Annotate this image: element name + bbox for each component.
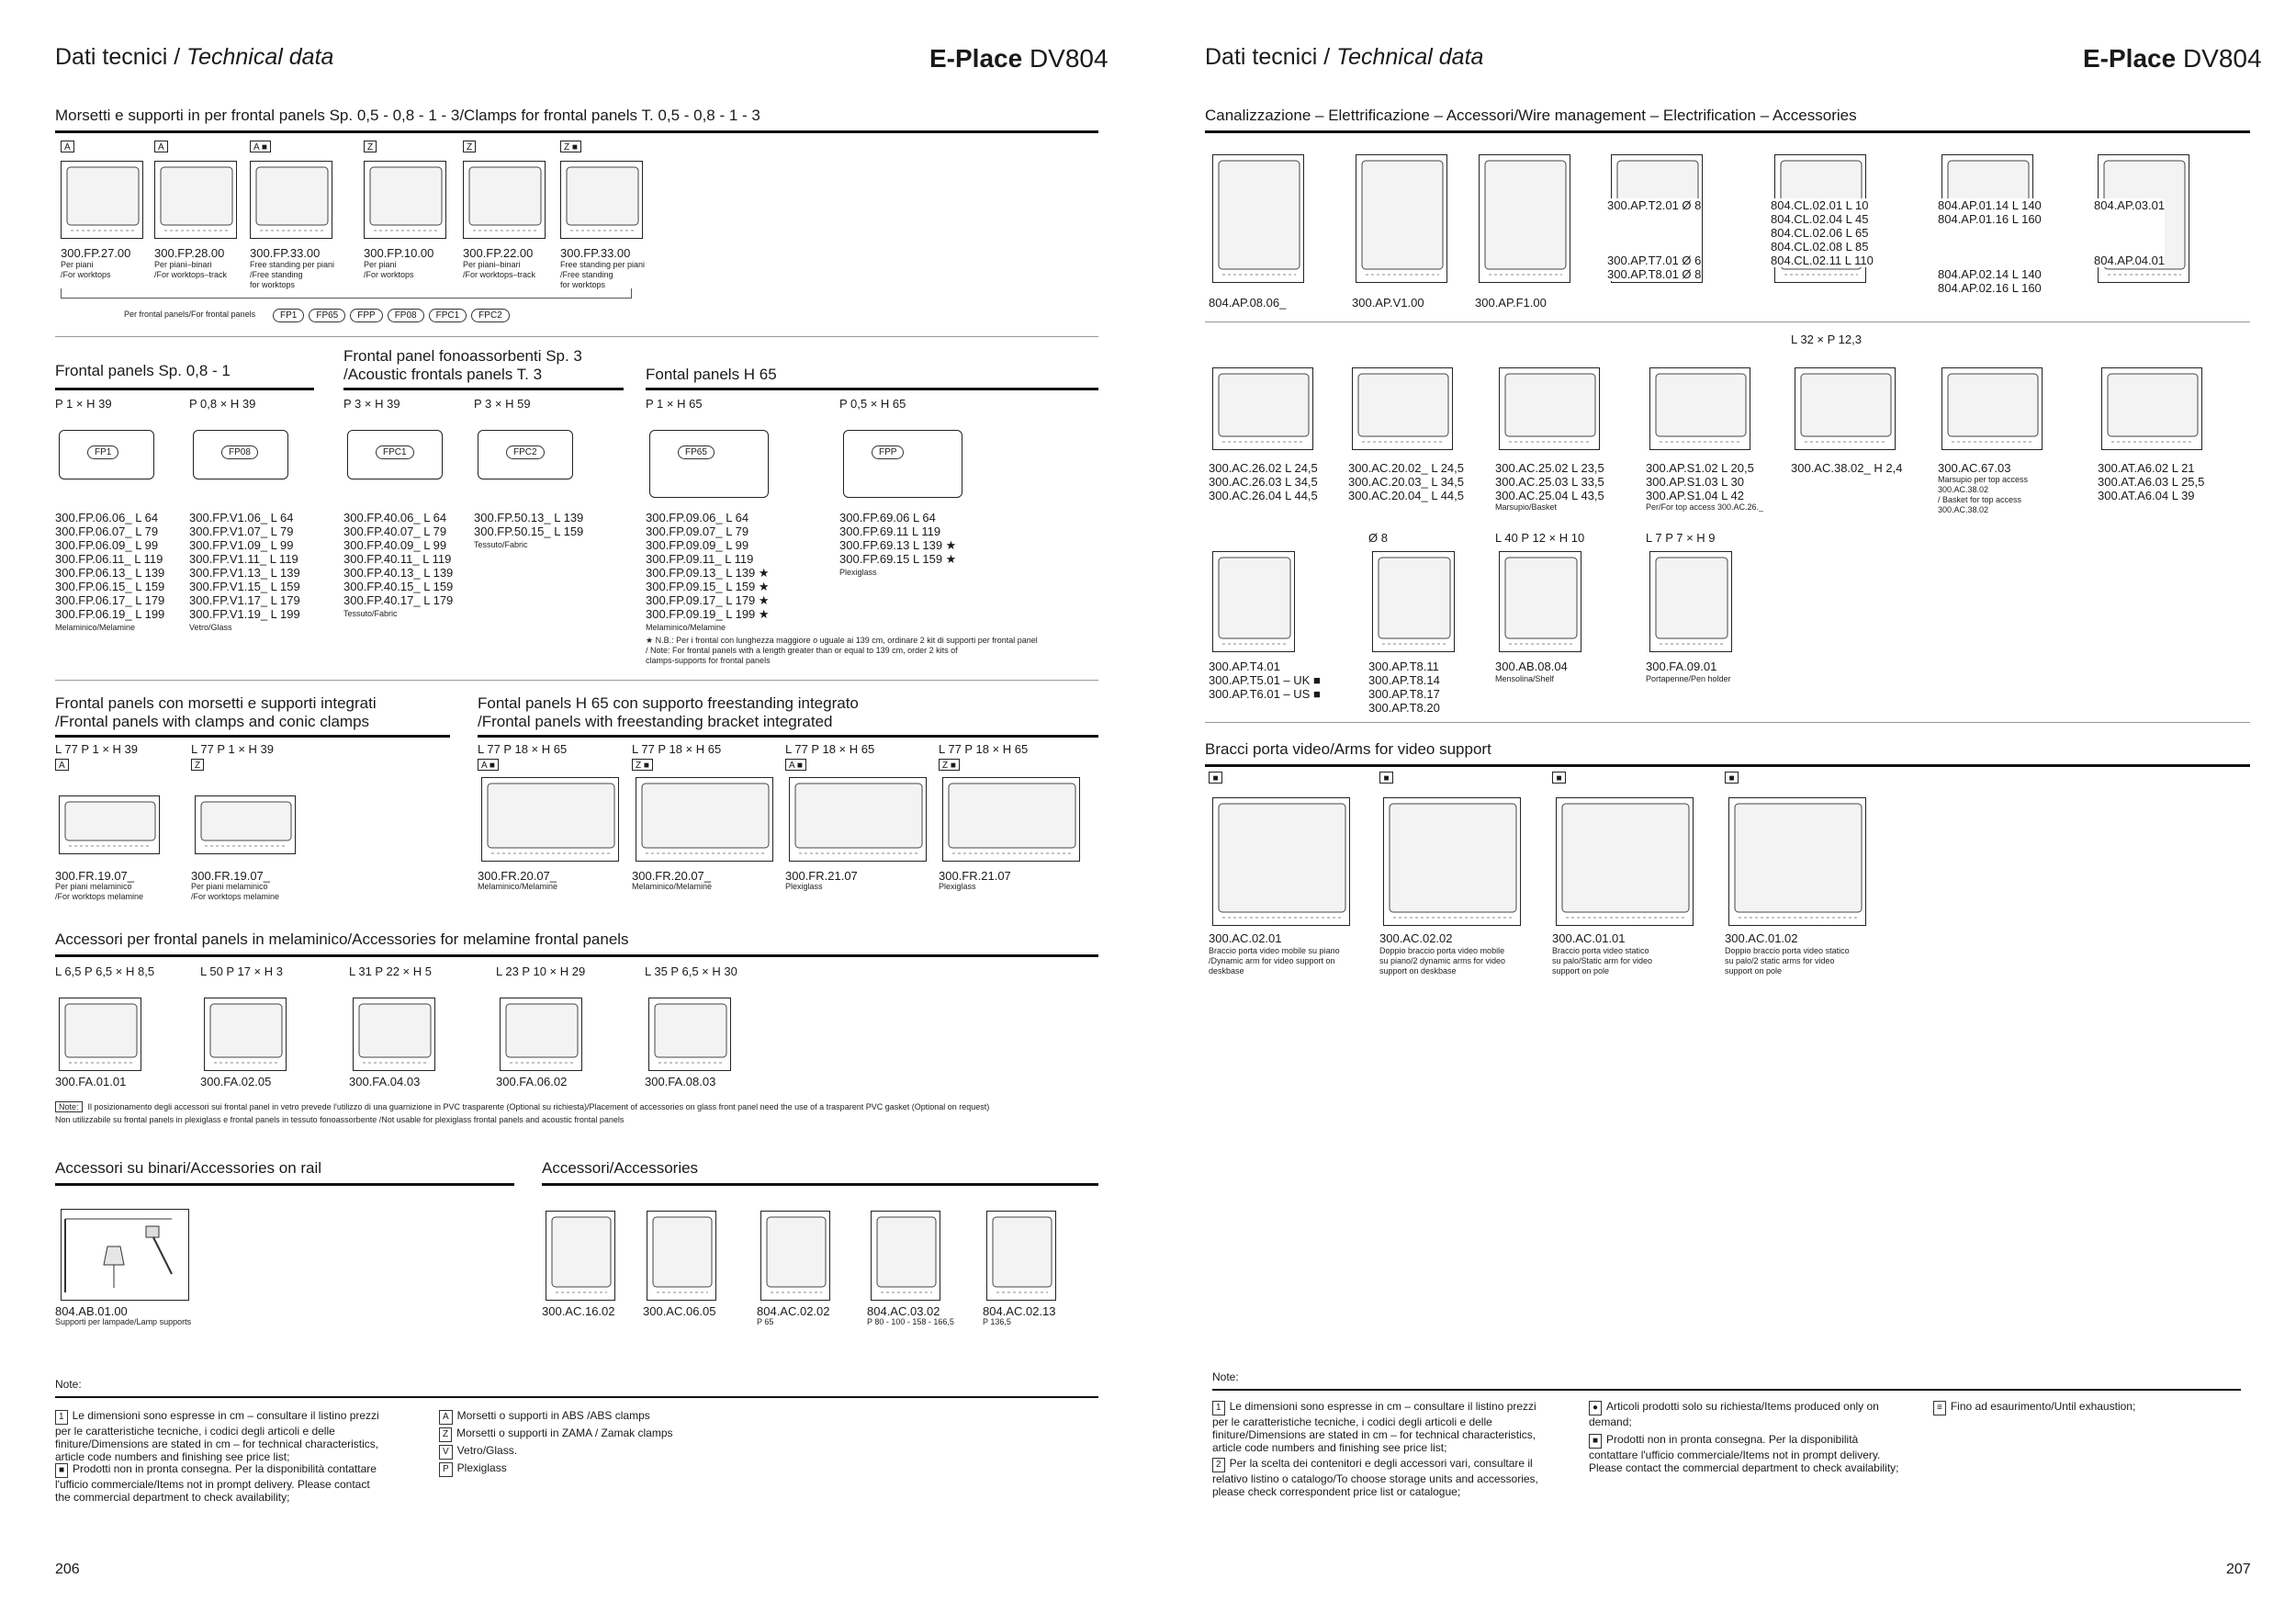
- brand-title: E-Place DV804: [2083, 44, 2262, 73]
- note-4: ■ Prodotti non in pronta consegna. Per la disponibilità contattare l'ufficio commerciale/Items not in prompt delivery. Please contact the commercial department to check availability;: [1589, 1433, 1899, 1474]
- wire-code: 804.AP.08.06_: [1209, 296, 1287, 310]
- panel-codes: 300.FP.50.13_ L 139 300.FP.50.15_ L 159: [474, 511, 584, 538]
- acc-image: [59, 998, 141, 1071]
- acc-dims: L 6,5 P 6,5 × H 8,5: [55, 964, 155, 978]
- section-rule: [478, 735, 1098, 738]
- integrated-title-1a: Frontal panels con morsetti e supporti integrati: [55, 694, 377, 712]
- panel-code-pill: FPC2: [471, 309, 510, 322]
- electrification-code: 300.AT.A6.02 L 21 300.AT.A6.03 L 25,5 300.AT.A6.04 L 39: [2098, 461, 2205, 502]
- power-code: 300.AP.T4.01 300.AP.T5.01 – UK ■ 300.AP.T6.01 – US ■: [1209, 660, 1321, 701]
- integrated-dims: L 77 P 1 × H 39: [55, 742, 138, 756]
- panel-image: [649, 430, 769, 498]
- acc-image: [500, 998, 582, 1071]
- integrated-title-2b: /Frontal panels with freestanding bracket integrated: [478, 713, 833, 730]
- electrification-code: 300.AP.S1.02 L 20,5 300.AP.S1.03 L 30 300.AP.S1.04 L 42: [1646, 461, 1754, 502]
- accessory-desc: P 80 - 100 - 158 - 166,5: [867, 1317, 954, 1326]
- electrification-desc: Marsupio/Basket: [1495, 502, 1558, 512]
- section-rule: [55, 735, 450, 738]
- panel-dims: P 3 × H 59: [474, 397, 531, 411]
- panel-codes: 300.FP.V1.06_ L 64 300.FP.V1.07_ L 79 300.FP.V1.09_ L 99 300.FP.V1.11_ L 119 300.FP.V1.13_ L 139 300.FP.V1.15_ L 159 300.FP.V1.17_ L 179 300.FP.V1.19_ L 199: [189, 511, 300, 621]
- page-header: Dati tecnici / Technical data: [1205, 44, 1484, 70]
- video-code: 300.AC.01.02: [1725, 931, 1798, 945]
- frontal-title-1: Frontal panels Sp. 0,8 - 1: [55, 362, 231, 379]
- electrification-image: [2101, 367, 2202, 450]
- clamp-code: 300.FP.33.00: [250, 246, 321, 260]
- electrification-code: 300.AC.67.03: [1938, 461, 2011, 475]
- wire-code: 804.AP.01.14 L 140 804.AP.01.16 L 160 804.AP.02.14 L 140 804.AP.02.16 L 160: [1938, 198, 2042, 295]
- acc-image: [353, 998, 435, 1071]
- legend-item: [439, 1461, 507, 1477]
- availability-tag: ■: [1379, 772, 1393, 784]
- integrated-image: [195, 795, 296, 854]
- acc-code: 300.FA.08.03: [645, 1075, 716, 1088]
- accessory-code: 804.AC.03.02: [867, 1304, 940, 1318]
- section-rule: [55, 130, 1098, 133]
- integrated-desc: Per piani melaminico /For worktops melamine: [55, 882, 144, 901]
- electrification-image: [1352, 367, 1453, 450]
- wire-image: [1212, 154, 1304, 283]
- electrification-code: 300.AC.25.02 L 23,5 300.AC.25.03 L 33,5 300.AC.25.04 L 43,5: [1495, 461, 1604, 502]
- rail-desc: Supporti per lampade/Lamp supports: [55, 1317, 192, 1326]
- clamp-code: 300.FP.22.00: [463, 246, 534, 260]
- frontal-note: ★ N.B.: Per i frontal con lunghezza maggiore o uguale ai 139 cm, ordinare 2 kit di supporti per frontal panel / Note: For frontal panels with a length greater than or equal to 139 cm, order 2 kits of clamps-supports for frontal panels: [646, 636, 1038, 665]
- acc-dims: L 31 P 22 × H 5: [349, 964, 432, 978]
- integrated-dims: L 77 P 18 × H 65: [939, 742, 1029, 756]
- panel-codes: 300.FP.69.06 L 64 300.FP.69.11 L 119 300.FP.69.13 L 139 ★ 300.FP.69.15 L 159 ★: [839, 511, 957, 566]
- panel-code-pill: FPP: [350, 309, 382, 322]
- clamp-image: [154, 161, 237, 239]
- panel-material: Melaminico/Melamine: [55, 623, 136, 632]
- panel-codes: 300.FP.06.06_ L 64 300.FP.06.07_ L 79 300.FP.06.09_ L 99 300.FP.06.11_ L 119 300.FP.06.13_ L 139 300.FP.06.15_ L 159 300.FP.06.17_ L 179 300.FP.06.19_ L 199: [55, 511, 165, 621]
- electrification-code: 300.AC.26.02 L 24,5 300.AC.26.03 L 34,5 300.AC.26.04 L 44,5: [1209, 461, 1318, 502]
- panel-chip: FPC2: [506, 445, 545, 459]
- note-1: 1 Le dimensioni sono espresse in cm – consultare il listino prezzi per le caratteristiche tecniche, i codici degli articoli e delle finiture/Dimensions are stated in cm – for technical characteristics, article code numbers and finishing see price list;: [1212, 1400, 1536, 1454]
- legend-tag: Z: [439, 1427, 452, 1442]
- panel-code-pills: [273, 306, 514, 322]
- material-tag: Z: [191, 759, 204, 771]
- integrated-code: 300.FR.19.07_: [191, 869, 271, 883]
- brand-title: E-Place DV804: [929, 44, 1109, 73]
- electrification-code: 300.AC.38.02_ H 2,4: [1791, 461, 1903, 475]
- clamp-image: [61, 161, 143, 239]
- clamp-desc: Per piani–binari /For worktops–track: [154, 260, 228, 279]
- accessory-desc: P 65: [757, 1317, 774, 1326]
- note-1: 1 Le dimensioni sono espresse in cm – consultare il listino prezzi per le caratteristiche tecniche, i codici degli articoli e delle finiture/Dimensions are stated in cm – for technical characteristics, article code numbers and finishing see price list;: [55, 1409, 379, 1463]
- acc-image: [648, 998, 731, 1071]
- panel-dims: P 0,5 × H 65: [839, 397, 906, 411]
- legend-text: Morsetti o supporti in ZAMA / Zamak clamps: [456, 1427, 673, 1439]
- panel-chip: FP1: [87, 445, 118, 459]
- electrification-image: [1649, 367, 1750, 450]
- clamps-title: Morsetti e supporti in per frontal panels Sp. 0,5 - 0,8 - 1 - 3/Clamps for frontal panels T. 0,5 - 0,8 - 1 - 3: [55, 107, 760, 124]
- integrated-desc: Plexiglass: [785, 882, 823, 891]
- legend-item: [439, 1427, 673, 1442]
- accessory-code: 804.AC.02.13: [983, 1304, 1056, 1318]
- video-arm-image: [1728, 797, 1866, 926]
- electrification-desc: Per/For top access 300.AC.26._: [1646, 502, 1764, 512]
- power-image: [1499, 551, 1581, 652]
- panel-chip: FP08: [221, 445, 258, 459]
- melamine-note: Note: Il posizionamento degli accessori sui frontal panel in vetro prevede l'utilizzo di una guarnizione in PVC trasparente (Optional su richiesta)/Placement of accessories on glass front panel need the use of a trasparent PVC gasket (Optional on request): [55, 1102, 989, 1112]
- electrification-code: 300.AC.20.02_ L 24,5 300.AC.20.03_ L 34,5 300.AC.20.04_ L 44,5: [1348, 461, 1465, 502]
- wire-image: [1479, 154, 1570, 283]
- video-desc: Doppio braccio porta video statico su palo/2 static arms for video support on pole: [1725, 946, 1850, 976]
- integrated-code: 300.FR.20.07_: [632, 869, 712, 883]
- clamp-desc: Per piani /For worktops: [364, 260, 414, 279]
- integrated-desc: Melaminico/Melamine: [478, 882, 558, 891]
- acc-dims: L 23 P 10 × H 29: [496, 964, 586, 978]
- material-tag: Z ■: [560, 141, 581, 152]
- section-rule: [55, 388, 314, 390]
- material-tag: Z ■: [632, 759, 653, 771]
- accessory-code: 300.AC.16.02: [542, 1304, 615, 1318]
- clamp-code: 300.FP.33.00: [560, 246, 631, 260]
- material-tag: A ■: [478, 759, 499, 771]
- page-number: 206: [55, 1562, 80, 1577]
- wire-image: [1356, 154, 1447, 283]
- legend-tag: A: [439, 1410, 453, 1425]
- section-rule: [55, 954, 1098, 957]
- acc-code: 300.FA.06.02: [496, 1075, 568, 1088]
- clamp-image: [364, 161, 446, 239]
- material-tag: A: [61, 141, 74, 152]
- legend-tag: P: [439, 1462, 453, 1477]
- panel-material: Tessuto/Fabric: [474, 540, 528, 549]
- integrated-image: [789, 777, 927, 862]
- video-desc: Braccio porta video statico su palo/Static arm for video support on pole: [1552, 946, 1653, 976]
- video-arm-image: [1556, 797, 1694, 926]
- accessory-code: 300.AC.06.05: [643, 1304, 716, 1318]
- panels-label: Per frontal panels/For frontal panels: [124, 310, 256, 319]
- panel-material: Vetro/Glass: [189, 623, 232, 632]
- material-tag: Z: [364, 141, 377, 152]
- lamp-support-image: [61, 1209, 189, 1301]
- integrated-dims: L 77 P 18 × H 65: [632, 742, 722, 756]
- divider: [1205, 321, 2250, 322]
- power-dims: L 40 P 12 × H 10: [1495, 531, 1585, 545]
- section-rule: [1205, 764, 2250, 767]
- video-arm-image: [1383, 797, 1521, 926]
- panel-code-pill: FP65: [309, 309, 345, 322]
- note-3: ● Articoli prodotti solo su richiesta/Items produced only on demand;: [1589, 1400, 1879, 1428]
- integrated-image: [481, 777, 619, 862]
- notes-rule: [1212, 1389, 2241, 1391]
- availability-tag: ■: [1209, 772, 1222, 784]
- panel-codes: 300.FP.40.06_ L 64 300.FP.40.07_ L 79 300.FP.40.09_ L 99 300.FP.40.11_ L 119 300.FP.40.13_ L 139 300.FP.40.15_ L 159 300.FP.40.17_ L 179: [343, 511, 454, 607]
- electrification-image: [1941, 367, 2043, 450]
- panel-image: [478, 430, 573, 479]
- integrated-title-2a: Fontal panels H 65 con supporto freestanding integrato: [478, 694, 859, 712]
- acc-dims: L 35 P 6,5 × H 30: [645, 964, 737, 978]
- panel-image: [193, 430, 288, 479]
- acc-code: 300.FA.01.01: [55, 1075, 127, 1088]
- note-2: ■ Prodotti non in pronta consegna. Per la disponibilità contattare l'ufficio commerciale/Items not in prompt delivery. Please contact the commercial department to check availability;: [55, 1462, 377, 1504]
- accessory-image: [647, 1211, 716, 1301]
- accessory-image: [986, 1211, 1056, 1301]
- wire-code: 300.AP.T2.01 Ø 8 300.AP.T7.01 Ø 6 300.AP.T8.01 Ø 8: [1607, 198, 1702, 281]
- integrated-code: 300.FR.21.07: [939, 869, 1011, 883]
- panel-material: Melaminico/Melamine: [646, 623, 726, 632]
- power-image: [1212, 551, 1295, 652]
- panel-chip: FP65: [678, 445, 715, 459]
- wire-code: 300.AP.F1.00: [1475, 296, 1547, 310]
- integrated-dims: L 77 P 18 × H 65: [785, 742, 875, 756]
- material-tag: Z: [463, 141, 476, 152]
- accessory-image: [871, 1211, 940, 1301]
- integrated-title-1b: /Frontal panels with clamps and conic clamps: [55, 713, 370, 730]
- panel-code-pill: FPC1: [429, 309, 467, 322]
- panel-dims: P 1 × H 39: [55, 397, 112, 411]
- panel-code-pill: FP1: [273, 309, 304, 322]
- power-dims: Ø 8: [1368, 531, 1388, 545]
- material-tag: A ■: [250, 141, 271, 152]
- clamp-code: 300.FP.10.00: [364, 246, 434, 260]
- acc-dims: L 50 P 17 × H 3: [200, 964, 283, 978]
- right-page: [1148, 0, 2296, 1624]
- page-header: Dati tecnici / Technical data: [55, 44, 334, 70]
- material-tag: A ■: [785, 759, 806, 771]
- clamp-image: [463, 161, 546, 239]
- clamp-image: [250, 161, 332, 239]
- power-code: 300.AB.08.04: [1495, 660, 1568, 673]
- material-tag: A: [154, 141, 168, 152]
- rail-title: Accessori su binari/Accessories on rail: [55, 1159, 322, 1177]
- power-desc: Mensolina/Shelf: [1495, 674, 1555, 683]
- notes-label: Note:: [1212, 1370, 1239, 1383]
- panel-dims: P 3 × H 39: [343, 397, 400, 411]
- material-tag: Z ■: [939, 759, 960, 771]
- bracket-line: [61, 288, 632, 299]
- clamp-desc: Per piani /For worktops: [61, 260, 111, 279]
- panel-material: Plexiglass: [839, 568, 877, 577]
- panel-code-pill: FP08: [388, 309, 424, 322]
- accessory-image: [760, 1211, 830, 1301]
- frontal-title-3: Fontal panels H 65: [646, 366, 777, 383]
- integrated-dims: L 77 P 18 × H 65: [478, 742, 568, 756]
- note-5: ≡ Fino ad esaurimento/Until exhaustion;: [1933, 1400, 2209, 1415]
- panel-chip: FPC1: [376, 445, 414, 459]
- video-desc: Doppio braccio porta video mobile su piano/2 dynamic arms for video support on deskbase: [1379, 946, 1506, 976]
- material-tag: A: [55, 759, 69, 771]
- wire-title: Canalizzazione – Elettrificazione – Accessori/Wire management – Electrification – Accessories: [1205, 107, 1857, 124]
- wire-code: 300.AP.V1.00: [1352, 296, 1424, 310]
- legend-text: Morsetti o supporti in ABS /ABS clamps: [456, 1409, 650, 1422]
- frontal-title-2b: /Acoustic frontals panels T. 3: [343, 366, 543, 383]
- integrated-dims: L 77 P 1 × H 39: [191, 742, 274, 756]
- integrated-code: 300.FR.19.07_: [55, 869, 135, 883]
- power-dims: L 7 P 7 × H 9: [1646, 531, 1716, 545]
- video-code: 300.AC.01.01: [1552, 931, 1626, 945]
- electrification-image: [1795, 367, 1896, 450]
- power-desc: Portapenne/Pen holder: [1646, 674, 1731, 683]
- electrification-image: [1212, 367, 1313, 450]
- video-desc: Braccio porta video mobile su piano /Dynamic arm for video support on deskbase: [1209, 946, 1340, 976]
- note-2: 2 Per la scelta dei contenitori e degli accessori vari, consultare il relativo listino o catalogo/To choose storage units and accessories, please check correspondent price list or catalogue;: [1212, 1457, 1538, 1498]
- panel-dims: P 1 × H 65: [646, 397, 703, 411]
- availability-tag: ■: [1725, 772, 1739, 784]
- accessory-desc: P 136,5: [983, 1317, 1011, 1326]
- divider: [55, 680, 1098, 681]
- integrated-desc: Plexiglass: [939, 882, 976, 891]
- melamine-note-2: Non utilizzabile su frontal panels in plexiglass e frontal panels in tessuto fonoassorbente /Not usable for plexiglass frontal panels and acoustic frontal panels: [55, 1115, 625, 1124]
- video-title: Bracci porta video/Arms for video support: [1205, 740, 1491, 758]
- clamp-desc: Free standing per piani /Free standing for worktops: [250, 260, 335, 289]
- electrification-desc: Marsupio per top access 300.AC.38.02 / Basket for top access 300.AC.38.02: [1938, 475, 2029, 514]
- legend-item: [439, 1444, 517, 1460]
- integrated-code: 300.FR.20.07_: [478, 869, 557, 883]
- divider: [1205, 722, 2250, 723]
- clamp-image: [560, 161, 643, 239]
- power-code: 300.AP.T8.11 300.AP.T8.14 300.AP.T8.17 300.AP.T8.20: [1368, 660, 1440, 715]
- clamp-code: 300.FP.28.00: [154, 246, 225, 260]
- power-code: 300.FA.09.01: [1646, 660, 1717, 673]
- frontal-title-2a: Frontal panel fonoassorbenti Sp. 3: [343, 347, 582, 365]
- integrated-image: [942, 777, 1080, 862]
- integrated-image: [59, 795, 160, 854]
- panel-codes: 300.FP.09.06_ L 64 300.FP.09.07_ L 79 300.FP.09.09_ L 99 300.FP.09.11_ L 119 300.FP.09.13_ L 139 ★ 300.FP.09.15_ L 159 ★ 300.FP.09.17_ L 179 ★ 300.FP.09.19_ L 199 ★: [646, 511, 770, 621]
- wire-code: 804.CL.02.01 L 10 804.CL.02.04 L 45 804.CL.02.06 L 65 804.CL.02.08 L 85 804.CL.02.11 L 110: [1771, 198, 1874, 267]
- section-rule: [343, 388, 624, 390]
- section-rule: [1205, 130, 2250, 133]
- integrated-image: [636, 777, 773, 862]
- rail-code: 804.AB.01.00: [55, 1304, 128, 1318]
- integrated-desc: Per piani melaminico /For worktops melamine: [191, 882, 280, 901]
- integrated-code: 300.FR.21.07: [785, 869, 858, 883]
- l32-label: L 32 × P 12,3: [1791, 333, 1862, 346]
- section-rule: [646, 388, 1098, 390]
- clamp-desc: Free standing per piani /Free standing for worktops: [560, 260, 646, 289]
- acc-image: [204, 998, 287, 1071]
- section-rule: [55, 1183, 514, 1186]
- integrated-desc: Melaminico/Melamine: [632, 882, 713, 891]
- legend-text: Vetro/Glass.: [456, 1444, 518, 1457]
- panel-dims: P 0,8 × H 39: [189, 397, 256, 411]
- electrification-image: [1499, 367, 1600, 450]
- acc-code: 300.FA.04.03: [349, 1075, 421, 1088]
- clamp-code: 300.FP.27.00: [61, 246, 131, 260]
- panel-material: Tessuto/Fabric: [343, 609, 398, 618]
- legend-item: [439, 1409, 650, 1425]
- notes-rule: [55, 1396, 1098, 1398]
- divider: [55, 336, 1098, 337]
- melamine-acc-title: Accessori per frontal panels in melaminico/Accessories for melamine frontal panels: [55, 930, 629, 948]
- panel-image: [347, 430, 443, 479]
- legend-text: Plexiglass: [456, 1461, 507, 1474]
- panel-image: [843, 430, 962, 498]
- clamp-desc: Per piani–binari /For worktops–track: [463, 260, 536, 279]
- section-rule: [542, 1183, 1098, 1186]
- power-image: [1649, 551, 1732, 652]
- legend-tag: V: [439, 1445, 453, 1460]
- page-number: 207: [2226, 1562, 2251, 1577]
- panel-chip: FPP: [872, 445, 904, 459]
- video-code: 300.AC.02.01: [1209, 931, 1282, 945]
- acc-code: 300.FA.02.05: [200, 1075, 272, 1088]
- accessory-image: [546, 1211, 615, 1301]
- wire-code: 804.AP.03.01 804.AP.04.01: [2094, 198, 2166, 267]
- availability-tag: ■: [1552, 772, 1566, 784]
- accessory-code: 804.AC.02.02: [757, 1304, 830, 1318]
- video-arm-image: [1212, 797, 1350, 926]
- notes-label: Note:: [55, 1378, 82, 1391]
- power-image: [1372, 551, 1455, 652]
- accessories-title: Accessori/Accessories: [542, 1159, 699, 1177]
- panel-image: [59, 430, 154, 479]
- video-code: 300.AC.02.02: [1379, 931, 1453, 945]
